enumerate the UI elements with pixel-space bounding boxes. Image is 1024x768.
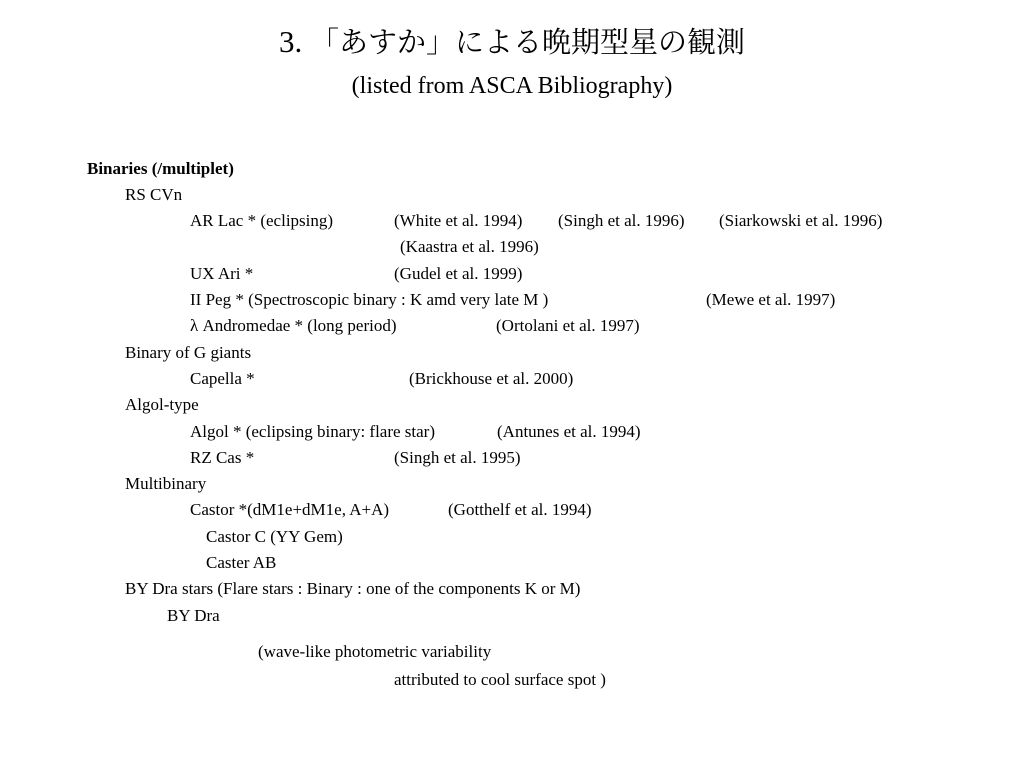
- category-by-dra: BY Dra stars (Flare stars : Binary : one of the components K or M): [125, 579, 581, 598]
- ref-gotthelf-1994: (Gotthelf et al. 1994): [448, 500, 592, 519]
- category-g-giants: Binary of G giants: [125, 343, 252, 362]
- star-castor-c: Castor C (YY Gem): [206, 527, 343, 546]
- star-by-dra: BY Dra: [167, 606, 220, 625]
- star-castor: Castor *(dM1e+dM1e, A+A): [190, 500, 390, 519]
- ref-brickhouse-2000: (Brickhouse et al. 2000): [409, 369, 574, 388]
- ref-kaastra-1996: (Kaastra et al. 1996): [400, 237, 539, 256]
- star-rz-cas: RZ Cas *: [190, 448, 255, 467]
- star-ii-peg: II Peg * (Spectroscopic binary : K amd very late M ): [190, 290, 549, 309]
- title-number: 3.: [278, 24, 303, 59]
- star-capella: Capella *: [190, 369, 255, 388]
- star-caster-ab: Caster AB: [206, 553, 277, 572]
- star-lambda-andromedae: λ Andromedae * (long period): [190, 316, 397, 335]
- ref-gudel-1999: (Gudel et al. 1999): [394, 264, 523, 283]
- ref-mewe-1997: (Mewe et al. 1997): [706, 290, 836, 309]
- category-algol-type: Algol-type: [125, 395, 199, 414]
- ref-singh-1996: (Singh et al. 1996): [558, 211, 685, 230]
- ref-siarkowski-1996: (Siarkowski et al. 1996): [719, 211, 883, 230]
- slide-title: [0, 22, 1024, 62]
- category-rs-cvn: RS CVn: [125, 185, 183, 204]
- star-algol: Algol * (eclipsing binary: flare star): [190, 422, 436, 441]
- ref-ortolani-1997: (Ortolani et al. 1997): [496, 316, 640, 335]
- ref-white-1994: (White et al. 1994): [394, 211, 523, 230]
- ref-singh-1995: (Singh et al. 1995): [394, 448, 521, 467]
- by-dra-note-line2: attributed to cool surface spot ): [394, 670, 606, 689]
- star-ar-lac: AR Lac * (eclipsing): [190, 211, 334, 230]
- section-header: Binaries (/multiplet): [87, 159, 234, 178]
- ref-antunes-1994: (Antunes et al. 1994): [497, 422, 641, 441]
- category-multibinary: Multibinary: [125, 474, 207, 493]
- slide-subtitle: (listed from ASCA Bibliography): [351, 73, 673, 99]
- title-japanese: 「あすか」による晩期型星の観測: [309, 25, 745, 59]
- by-dra-note-line1: (wave-like photometric variability: [258, 642, 492, 661]
- star-ux-ari: UX Ari *: [190, 264, 254, 283]
